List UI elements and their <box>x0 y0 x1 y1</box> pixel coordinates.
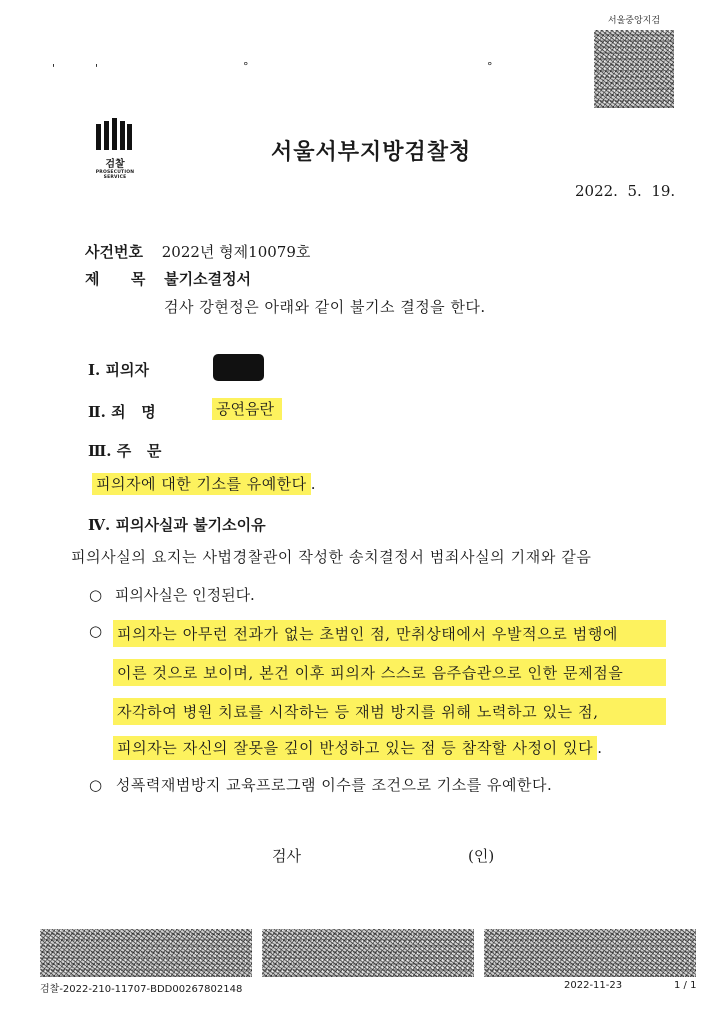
bullet-item-2 <box>113 620 667 776</box>
scan-mark: ' <box>95 62 99 75</box>
logo-text: 검찰 <box>105 159 125 170</box>
bullet-text: 피의사실은 인정된다. <box>114 586 255 604</box>
charge-value: 공연음란 <box>212 398 282 420</box>
security-pattern <box>40 929 252 977</box>
bullet-line: 피의자는 아무런 전과가 없는 초범인 점, 만취상태에서 우발적으로 범행에 <box>113 620 667 659</box>
scan-mark: ° <box>243 60 249 73</box>
signature-role: 검사 <box>272 847 301 865</box>
charge-label: Ⅱ. 죄 명 <box>88 403 156 421</box>
seal-pattern <box>594 30 674 108</box>
bullet-marker: ○ <box>89 586 103 604</box>
order-label: Ⅲ. 주 문 <box>88 442 162 460</box>
case-number-row <box>85 241 310 262</box>
page-number: 1 / 1 <box>674 980 697 991</box>
bullet-item-3 <box>89 774 552 795</box>
order-period: . <box>310 475 316 493</box>
print-date: 2022-11-23 <box>564 980 623 991</box>
order-text: 피의자에 대한 기소를 유예한다 <box>92 473 311 495</box>
signature-seal: (인) <box>468 847 495 865</box>
order-text-row <box>92 473 316 494</box>
subject-label: 제 목 <box>85 270 146 288</box>
bullet-line: 피의자는 자신의 잘못을 깊이 반성하고 있는 점 등 참작할 사정이 있다 . <box>113 737 667 776</box>
redacted-suspect-name <box>213 354 264 381</box>
facts-intro: 피의사실의 요지는 사법경찰관이 작성한 송치결정서 범죄사실의 기재와 같음 <box>71 548 592 566</box>
charge-value-wrap <box>212 398 282 419</box>
agency-name: 서울서부지방검찰청 <box>271 140 472 165</box>
case-number-value: 2022년 형제10079호 <box>161 243 311 261</box>
document-date: 2022. 5. 19. <box>575 182 676 200</box>
scan-mark: ° <box>487 60 493 73</box>
bullet-line: 이른 것으로 보이며, 본건 이후 피의자 스스로 음주습관으로 인한 문제점을 <box>113 659 667 698</box>
security-pattern <box>262 929 474 977</box>
subject-value: 불기소결정서 <box>164 270 252 288</box>
facts-label: Ⅳ. 피의사실과 불기소이유 <box>88 516 266 534</box>
case-number-label: 사건번호 <box>85 243 143 261</box>
prosecution-emblem-icon <box>96 118 132 152</box>
bullet-line: 자각하여 병원 치료를 시작하는 등 재범 방지를 위해 노력하고 있는 점, <box>113 698 667 737</box>
logo-subtext: PROSECUTION SERVICE <box>95 170 135 180</box>
bullet-text: 성폭력재범방지 교육프로그램 이수를 조건으로 기소를 유예한다. <box>115 776 553 794</box>
bullet-marker-2: ○ <box>89 622 103 640</box>
bullet-item-1 <box>89 584 255 605</box>
agency-logo <box>88 118 142 180</box>
document-id: 검찰-2022-210-11707-BDD00267802148 <box>40 984 243 995</box>
bullet-marker: ○ <box>89 776 103 794</box>
subject-row <box>85 268 251 289</box>
seal-label: 서울중앙지검 <box>607 16 661 26</box>
suspect-label: Ⅰ. 피의자 <box>88 361 149 379</box>
scan-mark: ' <box>52 62 56 75</box>
official-seal <box>594 13 674 108</box>
security-pattern <box>484 929 696 977</box>
decision-intro: 검사 강현정은 아래와 같이 불기소 결정을 한다. <box>164 298 486 316</box>
